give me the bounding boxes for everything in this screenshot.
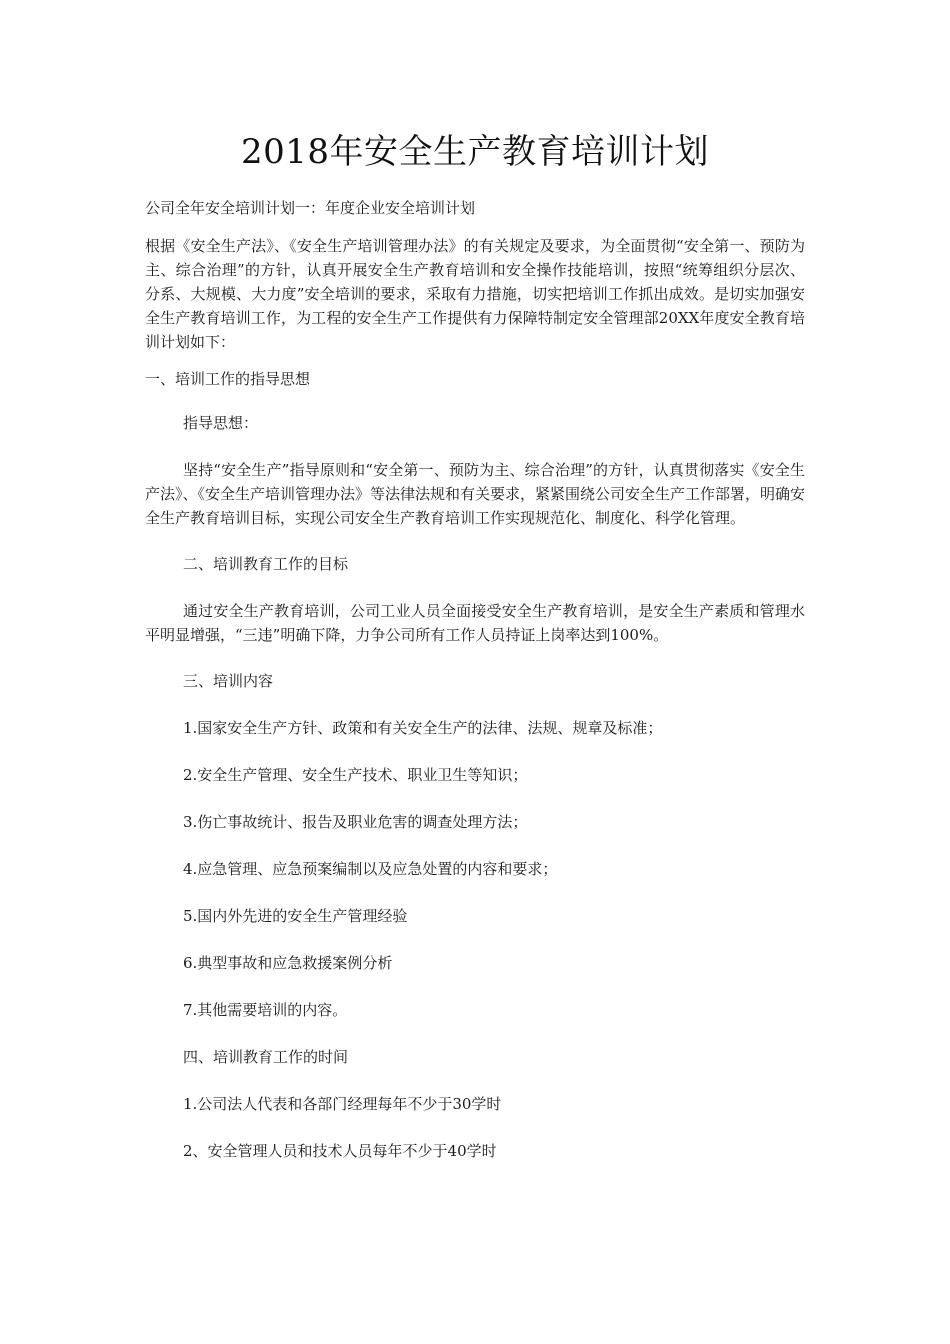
section4-heading: 四、培训教育工作的时间 — [183, 1048, 349, 1066]
section2-heading: 二、培训教育工作的目标 — [183, 555, 349, 573]
list-item: 6.典型事故和应急救援案例分析 — [183, 954, 393, 972]
section3-heading: 三、培训内容 — [183, 672, 274, 690]
section1-label: 指导思想： — [183, 414, 259, 432]
intro-paragraph: 根据《安全生产法》、《安全生产培训管理办法》的有关规定及要求，为全面贯彻“安全第一、预防为主、综合治理”的方针，认真开展安全生产教育培训和安全操作技能培训，按照“统筹组织分层次、分系、大规模、大力度”安全培训的要求，采取有力措施，切实把培训工作抓出成效。是切实加强安全生产教育培训工作，为工程的安全生产工作提供有力保障特制定安全管理部20XX年度安全教育培训计划如下： — [145, 237, 805, 351]
list-item: 2、安全管理人员和技术人员每年不少于40学时 — [183, 1142, 497, 1160]
section2-body: 通过安全生产教育培训，公司工业人员全面接受安全生产教育培训，是安全生产素质和管理水平明显增强，“三违”明确下降，力争公司所有工作人员持证上岗率达到100%。 — [145, 602, 805, 644]
section1-body: 坚持“安全生产”指导原则和“安全第一、预防为主、综合治理”的方针，认真贯彻落实《安全生产法》、《安全生产培训管理办法》等法律法规和有关要求，紧紧围绕公司安全生产工作部署，明确安全生产教育培训目标，实现公司安全生产教育培训工作实现规范化、制度化、科学化管理。 — [145, 461, 806, 527]
list-item: 2.安全生产管理、安全生产技术、职业卫生等知识； — [183, 766, 528, 784]
list-item: 4.应急管理、应急预案编制以及应急处置的内容和要求； — [183, 860, 558, 878]
document-subtitle: 公司全年安全培训计划一：年度企业安全培训计划 — [145, 199, 476, 217]
section1-heading: 一、培训工作的指导思想 — [145, 370, 311, 388]
list-item: 1.公司法人代表和各部门经理每年不少于30学时 — [183, 1095, 502, 1113]
list-item: 3.伤亡事故统计、报告及职业危害的调查处理方法； — [183, 813, 528, 831]
list-item: 7.其他需要培训的内容。 — [183, 1001, 348, 1019]
document-body — [145, 196, 805, 1186]
list-item: 1.国家安全生产方针、政策和有关安全生产的法律、法规、规章及标准； — [183, 719, 663, 737]
document-title: 2018年安全生产教育培训计划 — [240, 132, 710, 172]
list-item: 5.国内外先进的安全生产管理经验 — [183, 907, 408, 925]
